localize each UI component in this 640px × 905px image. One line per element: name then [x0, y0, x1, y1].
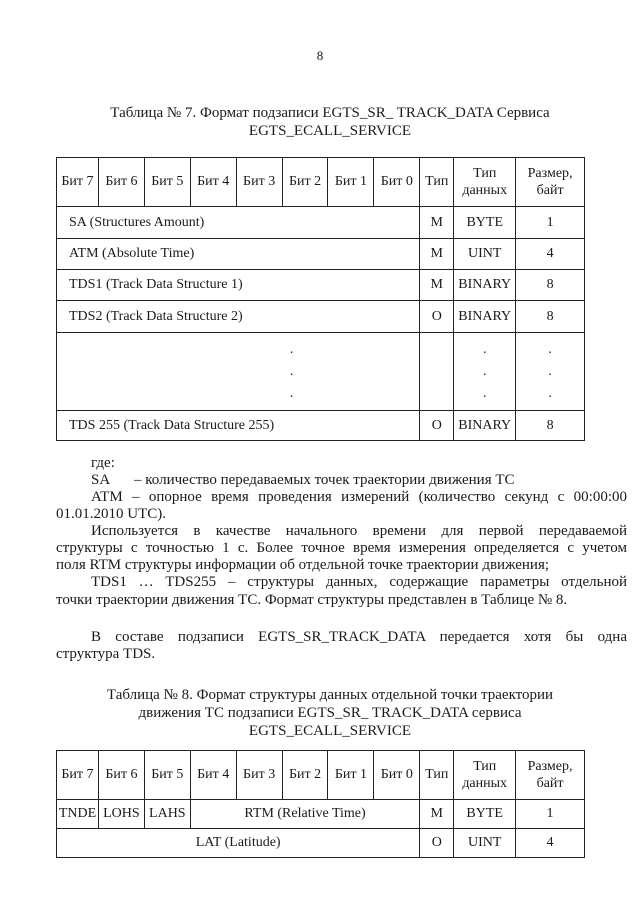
- used-line2: структуры с точностью 1 с. Более точное время измерения определяется с учетом: [56, 540, 627, 556]
- row-data-type: UINT: [454, 829, 516, 858]
- compose-line1: В составе подзаписи EGTS_SR_TRACK_DATA передается хотя бы одна: [91, 629, 627, 645]
- row-type: O: [420, 411, 454, 441]
- table-row: [57, 411, 585, 441]
- header-data-type: Тип данных: [454, 751, 516, 800]
- row-size: 4: [516, 239, 585, 270]
- ellipsis-size: . . .: [516, 333, 585, 411]
- header-bit6: Бит 6: [98, 751, 144, 800]
- header-bit2: Бит 2: [282, 158, 328, 207]
- row-size: 1: [516, 800, 585, 829]
- sa-term: SA: [91, 472, 111, 488]
- row-type: M: [420, 800, 454, 829]
- row-type: M: [420, 207, 454, 239]
- table8-caption-line3: EGTS_ECALL_SERVICE: [248, 723, 412, 739]
- flag-lahs: LAHS: [144, 800, 190, 829]
- row-data-type: BINARY: [454, 270, 516, 301]
- table7-header-row: [57, 158, 585, 207]
- row-name: TDS 255 (Track Data Structure 255): [57, 411, 420, 441]
- atm-line2: 01.01.2010 UTC).: [56, 506, 166, 522]
- header-bit5: Бит 5: [144, 751, 190, 800]
- header-type: Тип: [420, 158, 454, 207]
- header-bit5: Бит 5: [144, 158, 190, 207]
- flag-tnde: TNDE: [57, 800, 99, 829]
- used-line1: Используется в качестве начального времени для первой передаваемой: [91, 523, 627, 539]
- header-size: Размер, байт: [516, 751, 585, 800]
- header-bit0: Бит 0: [374, 751, 420, 800]
- row-type: M: [420, 270, 454, 301]
- atm-line1: ATM – опорное время проведения измерений (количество секунд с 00:00:00: [91, 489, 627, 505]
- table7-caption-line2: EGTS_ECALL_SERVICE: [248, 123, 412, 139]
- header-bit6: Бит 6: [98, 158, 144, 207]
- ellipsis-row: [57, 333, 585, 411]
- row-data-type: BYTE: [454, 800, 516, 829]
- flag-lohs: LOHS: [98, 800, 144, 829]
- table-row: [57, 800, 585, 829]
- row-type: M: [420, 239, 454, 270]
- row-name: ATM (Absolute Time): [57, 239, 420, 270]
- row-type: O: [420, 301, 454, 333]
- tds-line2: точки траектории движения ТС. Формат структуры представлен в Таблице № 8.: [56, 592, 568, 608]
- row-name: TDS2 (Track Data Structure 2): [57, 301, 420, 333]
- table7-caption: [0, 104, 640, 140]
- header-bit1: Бит 1: [328, 751, 374, 800]
- row-size: 8: [516, 270, 585, 301]
- header-bit3: Бит 3: [236, 158, 282, 207]
- header-bit4: Бит 4: [190, 158, 236, 207]
- row-size: 8: [516, 301, 585, 333]
- page-number: 8: [316, 48, 324, 63]
- table8: [56, 750, 585, 858]
- row-data-type: BINARY: [454, 301, 516, 333]
- header-bit4: Бит 4: [190, 751, 236, 800]
- table8-caption-line1: Таблица № 8. Формат структуры данных отдельной точки траектории: [106, 687, 554, 703]
- ellipsis-type: [420, 333, 454, 411]
- row-name: TDS1 (Track Data Structure 1): [57, 270, 420, 301]
- header-bit2: Бит 2: [282, 751, 328, 800]
- table-row: [57, 270, 585, 301]
- compose-line2: структура TDS.: [56, 646, 156, 662]
- row-data-type: BINARY: [454, 411, 516, 441]
- table-row: [57, 207, 585, 239]
- row-size: 8: [516, 411, 585, 441]
- row-name: RTM (Relative Time): [190, 800, 420, 829]
- table-row: [57, 829, 585, 858]
- row-type: O: [420, 829, 454, 858]
- header-data-type: Тип данных: [454, 158, 516, 207]
- table-row: [57, 301, 585, 333]
- ellipsis-data-type: . . .: [454, 333, 516, 411]
- header-bit1: Бит 1: [328, 158, 374, 207]
- tds-line1: TDS1 … TDS255 – структуры данных, содержащие параметры отдельной: [91, 574, 627, 590]
- row-data-type: UINT: [454, 239, 516, 270]
- table8-header-row: [57, 751, 585, 800]
- header-bit7: Бит 7: [57, 158, 99, 207]
- table-row: [57, 239, 585, 270]
- header-bit0: Бит 0: [374, 158, 420, 207]
- table7-caption-line1: Таблица № 7. Формат подзаписи EGTS_SR_ TRACK_DATA Сервиса: [110, 105, 550, 121]
- header-bit3: Бит 3: [236, 751, 282, 800]
- header-size: Размер, байт: [516, 158, 585, 207]
- sa-definition: – количество передаваемых точек траектории движения ТС: [134, 472, 515, 488]
- ellipsis-name: . . .: [57, 333, 420, 411]
- table8-caption-line2: движения ТС подзаписи EGTS_SR_ TRACK_DATA сервиса: [138, 705, 522, 721]
- table7: [56, 157, 585, 441]
- row-data-type: BYTE: [454, 207, 516, 239]
- row-size: 1: [516, 207, 585, 239]
- used-line3: поля RTM структуры информации об отдельной точке траектории движения;: [56, 557, 550, 573]
- table8-caption: [0, 686, 640, 740]
- header-bit7: Бит 7: [57, 751, 99, 800]
- where-label: где:: [91, 455, 115, 471]
- row-size: 4: [516, 829, 585, 858]
- row-name: LAT (Latitude): [57, 829, 420, 858]
- header-type: Тип: [420, 751, 454, 800]
- row-name: SA (Structures Amount): [57, 207, 420, 239]
